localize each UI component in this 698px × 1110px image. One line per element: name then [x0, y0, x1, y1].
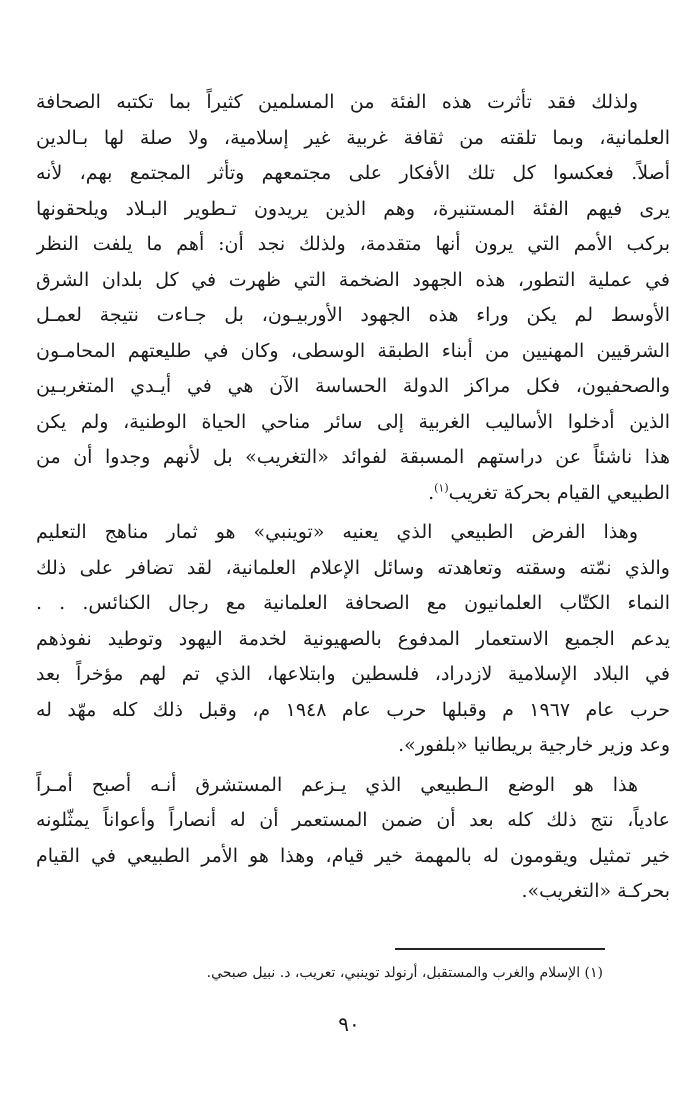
body-text: [36, 85, 670, 910]
text-line: الذين أدخلوا الأساليب الغربية إلى سائر مناحي الحياة الوطنية، ولم يكن: [36, 410, 670, 433]
footnote: (١) الإسلام والغرب والمستقبل، أرنولد توينبي، تعريب، د. نبيل صبحي.: [206, 965, 603, 981]
paragraph-2: [36, 515, 670, 764]
text-line: هذا هو الوضع الـطبيعي الذي يـزعم المستشرق أنـه أصبح أمـراً: [36, 773, 638, 796]
text-line: حرب عام ١٩٦٧ م وقبلها حرب عام ١٩٤٨ م، وقبل ذلك كله مهّد له: [36, 698, 670, 721]
text-line: العلمانية، وبما تلقته من ثقافة غربية غير إسلامية، ولا صلة لها بـالدين: [36, 126, 670, 149]
text-line: الشرقيين المهنيين من أبناء الطبقة الوسطى، وكان في طليعتهم المحامـون: [36, 339, 670, 362]
text-line: النماء الكتّاب العلمانيون مع الصحافة العلمانية مع رجال الكنائس. . .: [36, 592, 670, 614]
text-line: والصحفيون، فكل مراكز الدولة الحساسة الآن هي في أيـدي المتغربـين: [36, 375, 670, 397]
text-line: خير تمثيل ويقومون له بالمهمة خير قيام، وهذا هو الأمر الطبيعي في القيام: [36, 844, 670, 867]
footnote-reference: (١): [434, 481, 449, 495]
text-line: في عملية التطور، هذه الجهود الضخمة التي ظهرت في كل بلدان الشرق: [36, 268, 670, 291]
text-line: بركب الأمم التي يرون أنها متقدمة، ولذلك نجد أن: أهم ما يلفت النظر: [36, 233, 670, 255]
text-line: أصلاً. فعكسوا كل تلك الأفكار على مجتمعهم وتأثر المجتمع بهم، لأنه: [36, 162, 670, 184]
text-line: وهذا الفرض الطبيعي الذي يعنيه «توينبي» هو ثمار مناهج التعليم: [36, 521, 638, 543]
text-line-content: الطبيعي القيام بحركة تغريب: [448, 481, 670, 504]
text-line: عادياً، نتج ذلك كله بعد أن ضمن المستعمر أن له أنصاراً وأعواناً يمثّلونه: [36, 809, 670, 831]
text-line: هذا ناشئاً عن دراستهم المسبقة لفوائد «التغريب» بل لأنهم وجدوا أن من: [36, 446, 670, 468]
text-line: بحركـة «التغريب».: [521, 880, 670, 902]
text-line: والذي نمّته وسقته وتعاهدته وسائل الإعلام العلمانية، لقد تضافر على ذلك: [36, 556, 670, 579]
text-line: يدعم الجميع الاستعمار المدفوع بالصهيونية لخدمة اليهود وتوطيد نفوذهم: [36, 627, 670, 650]
sentence-end: .: [428, 481, 435, 504]
text-line: وعد وزير خارجية بريطانيا «بلفور».: [398, 734, 670, 756]
footnote-separator: [395, 948, 605, 950]
text-line: ولذلك فقد تأثرت هذه الفئة من المسلمين كثيراً بما تكتبه الصحافة: [36, 91, 638, 113]
paragraph-1: [36, 85, 670, 511]
text-line: في البلاد الإسلامية لازدراد، فلسطين وابتلاعها، الذي تم لهم مؤخراً بعد: [36, 663, 670, 685]
text-line: يرى فيهم الفئة المستنيرة، وهم الذين يريدون تـطوير البـلاد ويلحقونها: [36, 197, 670, 220]
page-number: ٩٠: [338, 1012, 360, 1036]
paragraph-3: [36, 768, 670, 910]
text-line: [36, 476, 670, 512]
text-line: الأوسط لم يكن وراء هذه الجهود الأوربيـون، بل جـاءت نتيجة لعمـل: [36, 304, 670, 326]
